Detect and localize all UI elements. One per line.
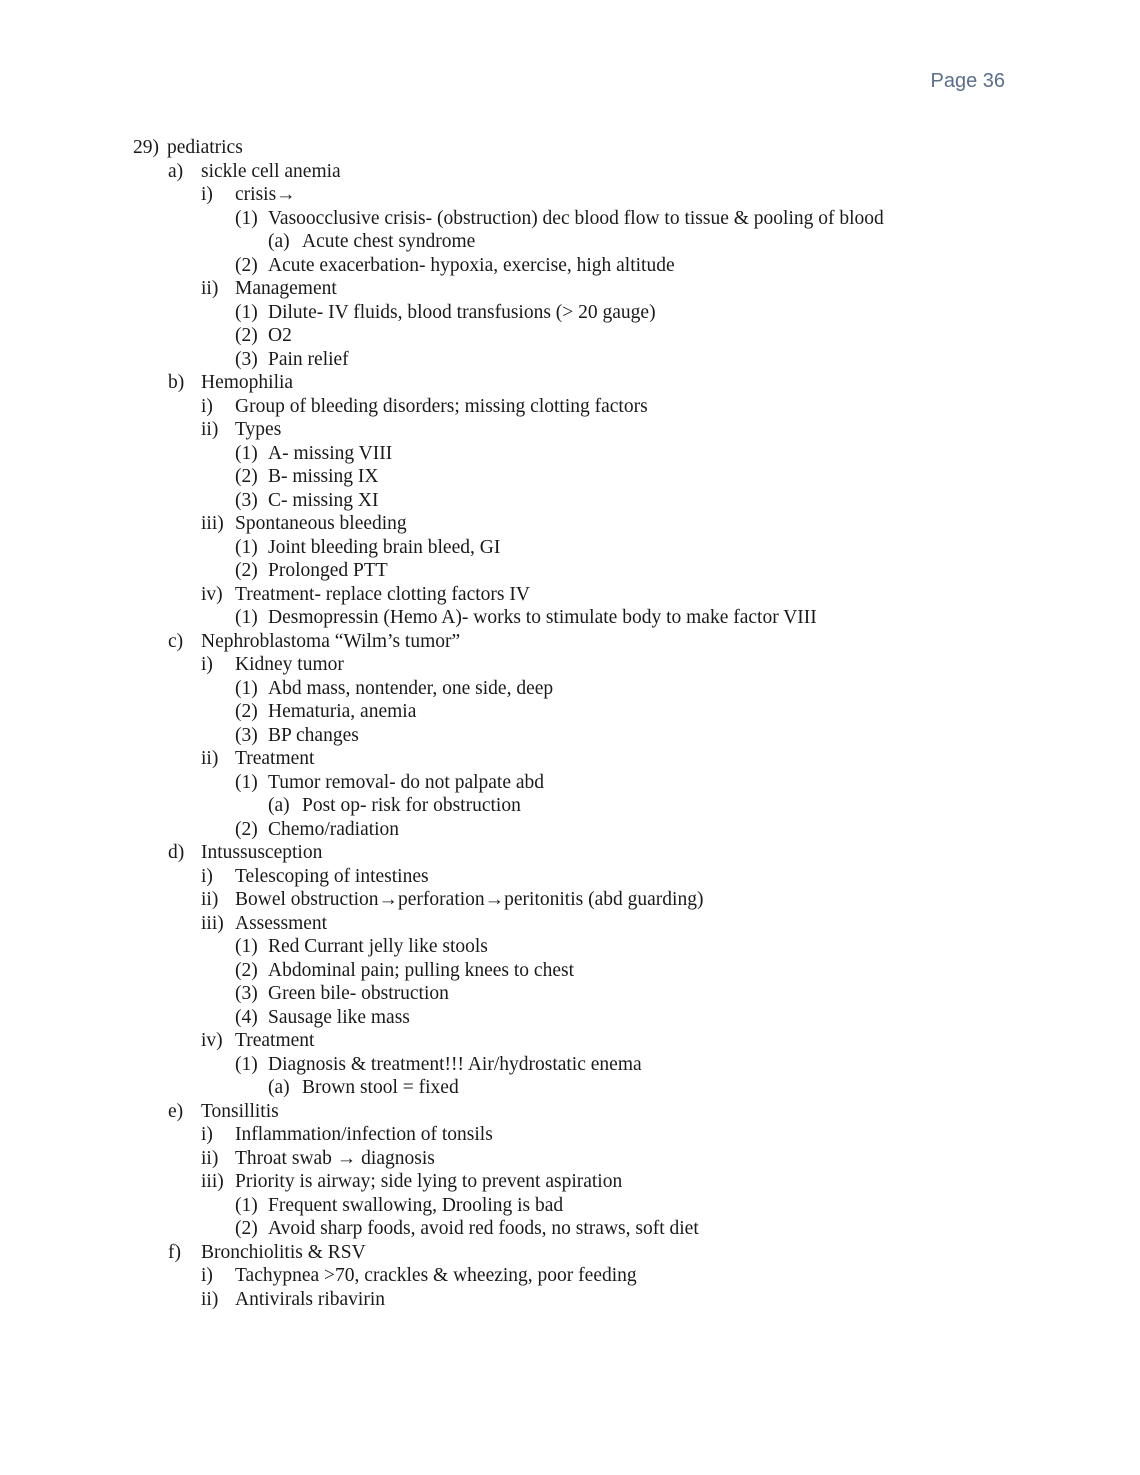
outline-text: B- missing IX [268,466,379,487]
outline-text: Frequent swallowing, Drooling is bad [268,1194,564,1216]
outline-marker: ii) [201,1147,219,1169]
outline-text: Abdominal pain; pulling knees to chest [268,959,574,981]
outline-marker: ii) [201,748,219,769]
outline-text: Diagnosis & treatment!!! Air/hydrostatic enema [268,1053,642,1075]
outline-marker: (3) [235,724,258,746]
outline-marker: ii) [201,278,219,299]
outline-marker: i) [201,654,213,675]
outline-marker: (2) [235,818,258,840]
outline-text: Intussusception [201,842,323,863]
outline-marker: i) [201,395,213,417]
outline-text: C- missing XI [268,489,379,511]
outline-text: Priority is airway; side lying to prevent aspiration [235,1171,623,1192]
outline-marker: d) [168,842,185,863]
outline-marker: (2) [235,959,258,981]
outline-marker: (2) [235,701,258,722]
outline-text: Nephroblastoma “Wilm’s tumor” [201,630,461,652]
outline-marker: (1) [235,301,258,323]
outline-marker: (2) [235,1218,258,1239]
outline-marker: (1) [235,771,258,793]
outline-text: Desmopressin (Hemo A)- works to stimulate body to make factor VIII [268,607,817,628]
outline-marker: (a) [268,795,290,816]
outline-marker: i) [201,1265,213,1286]
outline-text: Bowel obstruction→perforation→peritonitis (abd guarding) [235,889,704,910]
outline-text: Assessment [235,912,328,934]
outline-marker: (4) [235,1006,258,1028]
outline-text: Post op- risk for obstruction [302,795,521,816]
outline-marker: (1) [235,607,258,628]
outline-marker: i) [201,184,213,205]
outline-text: Treatment- replace clotting factors IV [235,583,530,605]
outline-marker: f) [168,1241,181,1263]
outline-marker: (1) [235,536,258,558]
outline-text: Group of bleeding disorders; missing clotting factors [235,395,648,417]
outline-text: sickle cell anemia [201,160,341,182]
outline-marker: c) [168,630,184,652]
outline-marker: (1) [235,677,258,699]
outline-text: Inflammation/infection of tonsils [235,1124,493,1145]
outline-marker: i) [201,1124,213,1145]
outline-text: Management [235,278,337,299]
outline-marker: (1) [235,207,258,229]
outline-marker: 29) [133,137,159,158]
outline-text: Hematuria, anemia [268,701,417,722]
page-number: Page 36 [930,70,1005,92]
outline-text: Sausage like mass [268,1006,410,1028]
outline-text: Spontaneous bleeding [235,513,407,534]
outline-marker: ii) [201,419,219,440]
outline-text: Acute chest syndrome [302,231,476,252]
outline-text: Telescoping of intestines [235,865,429,887]
outline-marker: (2) [235,325,258,346]
outline-text: O2 [268,325,292,346]
outline-text: Acute exacerbation- hypoxia, exercise, high altitude [268,254,675,276]
outline-text: Pain relief [268,348,349,370]
outline-text: Green bile- obstruction [268,983,449,1004]
outline-text: Hemophilia [201,372,294,393]
outline-marker: b) [168,372,185,393]
outline-marker: (1) [235,1053,258,1075]
outline-text: Bronchiolitis & RSV [201,1241,366,1263]
outline-marker: (1) [235,442,258,464]
outline-text: Tumor removal- do not palpate abd [268,771,545,793]
outline-text: Vasoocclusive crisis- (obstruction) dec blood flow to tissue & pooling of blood [268,207,884,229]
outline-marker: iv) [201,1030,223,1051]
outline-text: Types [235,419,282,440]
outline-marker: (3) [235,348,258,370]
outline-text: Avoid sharp foods, avoid red foods, no straws, soft diet [268,1218,699,1239]
outline-marker: (2) [235,560,258,581]
outline-text: Chemo/radiation [268,818,400,840]
outline-marker: ii) [201,889,219,910]
outline-text: Treatment [235,1030,315,1051]
outline-text: Antivirals ribavirin [235,1288,386,1310]
outline-text: Treatment [235,748,315,769]
outline-marker: iii) [201,513,224,534]
outline-text: pediatrics [167,137,243,158]
outline-text: BP changes [268,724,359,746]
outline-marker: (3) [235,489,258,511]
outline-text: crisis→ [235,184,296,205]
outline-text: Prolonged PTT [268,560,388,581]
outline-marker: iii) [201,1171,224,1192]
outline-marker: (3) [235,983,258,1004]
outline-text: Tachypnea >70, crackles & wheezing, poor feeding [235,1265,637,1286]
outline-text: Abd mass, nontender, one side, deep [268,677,554,699]
outline-marker: (a) [268,231,290,252]
outline-marker: (2) [235,466,258,487]
outline-text: Kidney tumor [235,654,344,675]
outline-marker: a) [168,160,184,182]
outline-marker: e) [168,1100,184,1122]
outline-text: A- missing VIII [268,442,393,464]
outline-marker: i) [201,865,213,887]
outline-marker: (1) [235,936,258,957]
outline-marker: ii) [201,1288,219,1310]
outline-marker: iv) [201,583,223,605]
outline-text: Red Currant jelly like stools [268,936,488,957]
outline-text: Throat swab → diagnosis [235,1147,435,1169]
outline-text: Joint bleeding brain bleed, GI [268,536,501,558]
outline-marker: (1) [235,1194,258,1216]
outline-text: Brown stool = fixed [302,1077,459,1098]
outline-text: Dilute- IV fluids, blood transfusions (> 20 gauge) [268,301,656,323]
outline-text: Tonsillitis [201,1100,279,1122]
outline-marker: iii) [201,912,224,934]
outline-marker: (2) [235,254,258,276]
outline-marker: (a) [268,1077,290,1098]
